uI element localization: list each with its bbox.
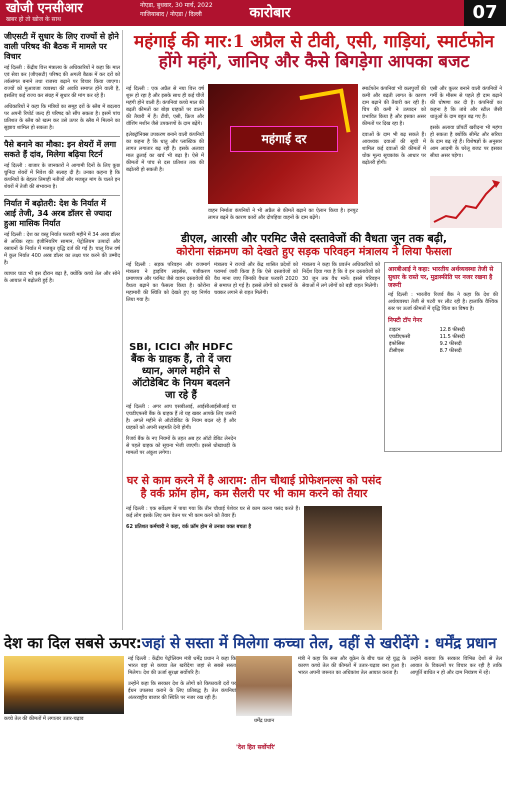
story3 — [126, 340, 236, 461]
story2-text-2: मंत्रालय ने राज्यों और केंद्र शासित प्रदेशों को परामर्श जारी किया है कि ऐसे दस्तावेजों को वैध माना जाए जिनकी वैधता फरवरी 2020 से समाप्त हो गई है। इससे लोगों को दफ्तरों के चक्कर लगाने से राहत मिलेगी। — [214, 262, 298, 296]
bottom-headline-a: देश का दिल सबसे ऊपर: — [4, 634, 142, 652]
gainer-name: टीसीएस — [389, 348, 404, 354]
rbi-box — [384, 262, 502, 452]
lead-text-2: इलेक्ट्रॉनिक्स उपकरण बनाने वाली कंपनियों का कहना है कि धातु और प्लास्टिक की लागत लगातार बढ़ रही है। इसके अलावा माल ढुलाई का खर्च भी बढ़ा है। ऐसे में कीमतों में पांच से दस प्रतिशत तक की बढ़ोतरी हो सकती है। — [126, 132, 204, 173]
story4-text: नई दिल्ली : एक सर्वेक्षण में पाया गया कि तीन चौथाई पेशेवर घर से काम करना पसंद करते हैं। कई लोग इसके लिए कम वेतन पर भी काम करने को तैयार हैं। — [126, 506, 300, 519]
story3-headline: SBI, ICICI और HDFC बैंक के ग्राहक हैं, तो दें जरा ध्यान, अगले महीने से ऑटोडेबिट के नियम बदलने जा रहे हैं — [129, 342, 233, 401]
lead-headline-line1: महंगाई की मार:1 अप्रैल से टीवी, एसी, गाड़ियां, स्मार्टफोन — [134, 32, 494, 52]
gainers-title: निफ्टी टॉप गेनर — [388, 317, 423, 324]
bottom-headline — [4, 634, 502, 652]
story2-col3 — [302, 262, 380, 294]
story2-col2 — [214, 262, 298, 301]
lead-column-1 — [126, 86, 204, 178]
minister-quote: 'देश हित सर्वोपरि' — [236, 744, 276, 751]
hero-caption — [208, 208, 358, 226]
rising-graph-svg — [430, 176, 502, 228]
divider — [4, 195, 120, 196]
hero-caption-text: वाहन निर्माता कंपनियों ने भी अप्रैल से कीमतें बढ़ाने का ऐलान किया है। इनपुट लागत बढ़ने के कारण कारों और दोपहिया वाहनों के दाम बढ़ेंगे। — [208, 208, 358, 221]
lead-column-3 — [362, 86, 426, 171]
gainer-value: 11.5 फीसदी — [439, 334, 465, 340]
table-row — [388, 327, 498, 334]
lead-column-4 — [430, 86, 502, 164]
section-title: कारोबार — [249, 5, 291, 21]
gainer-name: इंफोसिस — [389, 341, 405, 347]
left-body-5: व्यापार घाटा भी इस दौरान बढ़ा है, क्योंकि कच्चे तेल और सोने के आयात में बढ़ोतरी हुई है। — [4, 271, 120, 284]
minister-caption-text: धर्मेंद्र प्रधान — [253, 718, 275, 724]
gainer-name: एचडीएफसी — [389, 334, 411, 340]
lead-text-3: स्मार्टफोन कंपनियां भी कलपुर्जों की कमी और बढ़ती लागत के कारण दाम बढ़ाने की तैयारी कर रही हैं। चिप की कमी ने उत्पादन को प्रभावित किया है और इसका असर कीमतों पर दिख रहा है। — [362, 86, 426, 127]
minister-caption — [236, 718, 292, 729]
left-body-2: अधिकारियों ने कहा कि मंत्रियों का समूह दरों के स्लैब में बदलाव पर अपनी रिपोर्ट जल्द ही परिषद को सौंप सकता है। इसमें पांच प्रतिशत के स्लैब को खत्म कर उसे ऊपर के स्लैब में मिलाने का सुझाव शामिल हो सकता है। — [4, 104, 120, 131]
lead-text-5: एसी और कूलर बनाने वाली कंपनियों ने गर्मी के मौसम से पहले ही दाम बढ़ाने की घोषणा कर दी है। कंपनियों का कहना है कि तांबे और स्टील जैसी धातुओं के दाम बहुत बढ़ गए हैं। — [430, 86, 502, 120]
bottom-text-4: उन्होंने बताया कि सरकार विभिन्न देशों से तेल आयात के विकल्पों पर विचार कर रही है ताकि आपूर्ति बाधित न हो और दाम नियंत्रण में रहें। — [410, 656, 502, 676]
bottom-col2 — [298, 656, 406, 681]
story2-headline-b: कोरोना संक्रमण को देखते हुए सड़क परिवहन मंत्रालय ने लिया फैसला — [176, 245, 452, 258]
gainers-table — [388, 327, 498, 355]
lead-text-1: नई दिल्ली : एक अप्रैल से नया वित्त वर्ष शुरू हो रहा है और इसके साथ ही कई चीजें महंगी होने वाली हैं। कंपनियां कच्चे माल की बढ़ती कीमतों का बोझ ग्राहकों पर डालने की तैयारी में हैं। टीवी, एसी, फ्रिज और वॉशिंग मशीन जैसे उपकरणों के दाम बढ़ेंगे। — [126, 86, 204, 127]
table-row — [388, 334, 498, 341]
logo: खोजी एनसीआर — [6, 1, 83, 16]
gainer-value: 9.2 फीसदी — [439, 341, 462, 347]
minister-photo — [236, 656, 292, 716]
lead-headline-line2: होंगे महंगे, जानिए और कैसे बिगड़ेगा आपका बजट — [158, 52, 470, 72]
left-body-4: नई दिल्ली : देश का वस्तु निर्यात फरवरी महीने में 34 अरब डॉलर से अधिक रहा। इंजीनियरिंग सामान, पेट्रोलियम उत्पादों और रसायनों के निर्यात में मजबूत वृद्धि दर्ज की गई है। चालू वित्त वर्ष में कुल निर्यात 400 अरब डॉलर का लक्ष्य पार करने की उम्मीद है। — [4, 232, 120, 266]
gainer-value: 12.8 फीसदी — [439, 327, 465, 333]
story3-text-1: नई दिल्ली : अगर आप एसबीआई, आईसीआईसीआई या एचडीएफसी बैंक के ग्राहक हैं तो यह खबर आपके लिए जरूरी है। अगले महीने से ऑटोडेबिट के नियम बदल रहे हैं और ग्राहकों को अपनी सहमति देनी होगी। — [126, 404, 236, 431]
lead-text-6: इसके अलावा प्रॉपर्टी खरीदना भी महंगा हो सकता है क्योंकि सीमेंट और सरिया के दाम बढ़ रहे हैं। विशेषज्ञों के अनुसार आम आदमी के घरेलू बजट पर इसका सीधा असर पड़ेगा। — [430, 125, 502, 159]
column-rule — [122, 30, 123, 630]
lead-headline — [126, 32, 502, 72]
graph-bg — [430, 176, 502, 228]
story3-text-2: रिजर्व बैंक के नए नियमों के तहत अब हर ऑटो डेबिट लेनदेन से पहले ग्राहक को सूचना भेजी जाएगी। इससे धोखाधड़ी के मामलों पर अंकुश लगेगा। — [126, 436, 236, 456]
edition: गाजियाबाद / नोएडा / दिल्ली — [140, 11, 202, 18]
rbi-box-text: नई दिल्ली : भारतीय रिजर्व बैंक ने कहा कि देश की अर्थव्यवस्था तेजी से पटरी पर लौट रही है। हालांकि वैश्विक स्तर पर ऊर्जा कीमतों में वृद्धि चिंता का विषय है। — [388, 292, 498, 312]
work-from-home-photo — [304, 506, 382, 630]
inflation-badge-label: महंगाई दर — [261, 132, 307, 146]
issue-date: नोएडा, बुधवार, 30 मार्च, 2022 — [140, 2, 213, 9]
story4-caption: 62 प्रतिशत कर्मचारी ने कहा, वर्क फ्रॉम होम से उनका वक्त बचता है — [126, 524, 252, 530]
bottom-text-2: उन्होंने कहा कि सरकार देश के लोगों को किफायती दरों पर ईंधन उपलब्ध कराने के लिए प्रतिबद्ध है। तेल कंपनियां अंतरराष्ट्रीय बाजार की स्थिति पर नजर रख रही हैं। — [128, 681, 236, 701]
bottom-headline-b: जहां से सस्ता में मिलेगा कच्चा तेल, वहीं से खरीदेंगे : धर्मेंद्र प्रधान — [141, 634, 497, 652]
bottom-col1 — [128, 656, 236, 706]
story4-body — [126, 506, 300, 535]
table-row — [388, 348, 498, 355]
story2-text-1: नई दिल्ली : सड़क परिवहन और राजमार्ग मंत्रालय ने ड्राइविंग लाइसेंस, पंजीकरण प्रमाणपत्र और परमिट जैसे वाहन दस्तावेजों की वैधता बढ़ाने का फैसला किया है। कोरोना महामारी की स्थिति को देखते हुए यह निर्णय लिया गया है। — [126, 262, 210, 303]
left-body-3: नई दिल्ली : बाजार के जानकारों ने आगामी दिनों के लिए कुछ चुनिंदा शेयरों में निवेश की सलाह दी है। उनका कहना है कि कंपनियों के बेहतर तिमाही नतीजों और मजबूत मांग के चलते इन शेयरों में तेजी की संभावना है। — [4, 163, 120, 190]
story2-headline — [126, 232, 502, 258]
oil-caption-text: कच्चे तेल की कीमतों में लगातार उतार-चढ़ाव — [4, 716, 84, 722]
table-row — [388, 341, 498, 348]
inflation-badge — [230, 126, 338, 152]
story4-headline: घर से काम करने में है आराम: तीन चौथाई प्रोफेशनल्स को पसंद है वर्क फ्रॉम होम, कम सैलरी पर भी काम करने को तैयार — [126, 474, 382, 500]
gainer-name: टाइटन — [389, 327, 401, 333]
rbi-box-heading: आरबीआई ने कहा: भारतीय अर्थव्यवस्था तेजी से सुधार के रास्ते पर, मुद्रास्फीति पर नजर रखना है जरूरी — [388, 266, 494, 289]
oil-caption — [4, 716, 124, 727]
oil-rig-photo — [4, 656, 124, 714]
hero-image — [208, 84, 358, 204]
left-column — [4, 32, 120, 289]
lead-text-4: दवाओं के दाम भी बढ़ सकते हैं। आवश्यक दवाओं की सूची में शामिल कई दवाओं की कीमतों में थोक मूल्य सूचकांक के आधार पर बढ़ोतरी होगी। — [362, 132, 426, 166]
story2-headline-a: डीएल, आरसी और परमिट जैसे दस्तावेजों की वैधता जून तक बढ़ी, — [181, 232, 447, 245]
divider — [4, 136, 120, 137]
left-headline-3: निर्यात में बढ़ोतरी: देश के निर्यात में आई तेजी, 34 अरब डॉलर से ज्यादा हुआ मासिक निर्यात — [4, 199, 112, 228]
bottom-col3 — [410, 656, 502, 681]
left-body-1: नई दिल्ली : केंद्रीय वित्त मंत्रालय के अधिकारियों ने कहा कि माल एवं सेवा कर (जीएसटी) परिषद की अगली बैठक में कर दरों को तर्कसंगत बनाने तथा राजस्व बढ़ाने पर विचार किया जाएगा। राज्यों को मुआवजा व्यवस्था की अवधि समाप्त होने वाली है, इसलिए कई राज्य कर संग्रह में सुधार की मांग कर रहे हैं। — [4, 65, 120, 99]
tagline: खबर हो तो खोज के साथ — [6, 16, 62, 23]
left-headline-1: जीएसटी में सुधार के लिए राज्यों से होने वाली परिषद की बैठक में मामले पर विचार — [4, 32, 119, 61]
story2-text-3: मंत्रालय ने कहा कि प्रवर्तन अधिकारियों को निर्देश दिया गया है कि वे इन दस्तावेजों को 30 जून तक वैध मानें। इससे परिवहन सेवाओं में लगे लोगों को बड़ी राहत मिलेगी। — [302, 262, 380, 289]
bottom-text-1: नई दिल्ली : केंद्रीय पेट्रोलियम मंत्री धर्मेंद्र प्रधान ने कहा कि भारत वहां से कच्चा तेल खरीदेगा जहां से सबसे सस्ता मिलेगा। देश की ऊर्जा सुरक्षा सर्वोपरि है। — [128, 656, 236, 676]
masthead — [0, 0, 506, 26]
page-number: 07 — [464, 0, 506, 26]
left-headline-2: पैसे बनाने का मौका: इन शेयरों में लगा सकते हैं दांव, मिलेगा बढ़िया रिटर्न — [4, 140, 117, 159]
story2-col1 — [126, 262, 210, 308]
rising-graph — [430, 176, 502, 228]
bottom-text-3: मंत्री ने कहा कि रूस और यूक्रेन के बीच चल रहे युद्ध के कारण कच्चे तेल की कीमतों में उतार-चढ़ाव बना हुआ है। भारत अपनी जरूरत का अधिकांश तेल आयात करता है। — [298, 656, 406, 676]
gainer-value: 8.7 फीसदी — [439, 348, 462, 354]
